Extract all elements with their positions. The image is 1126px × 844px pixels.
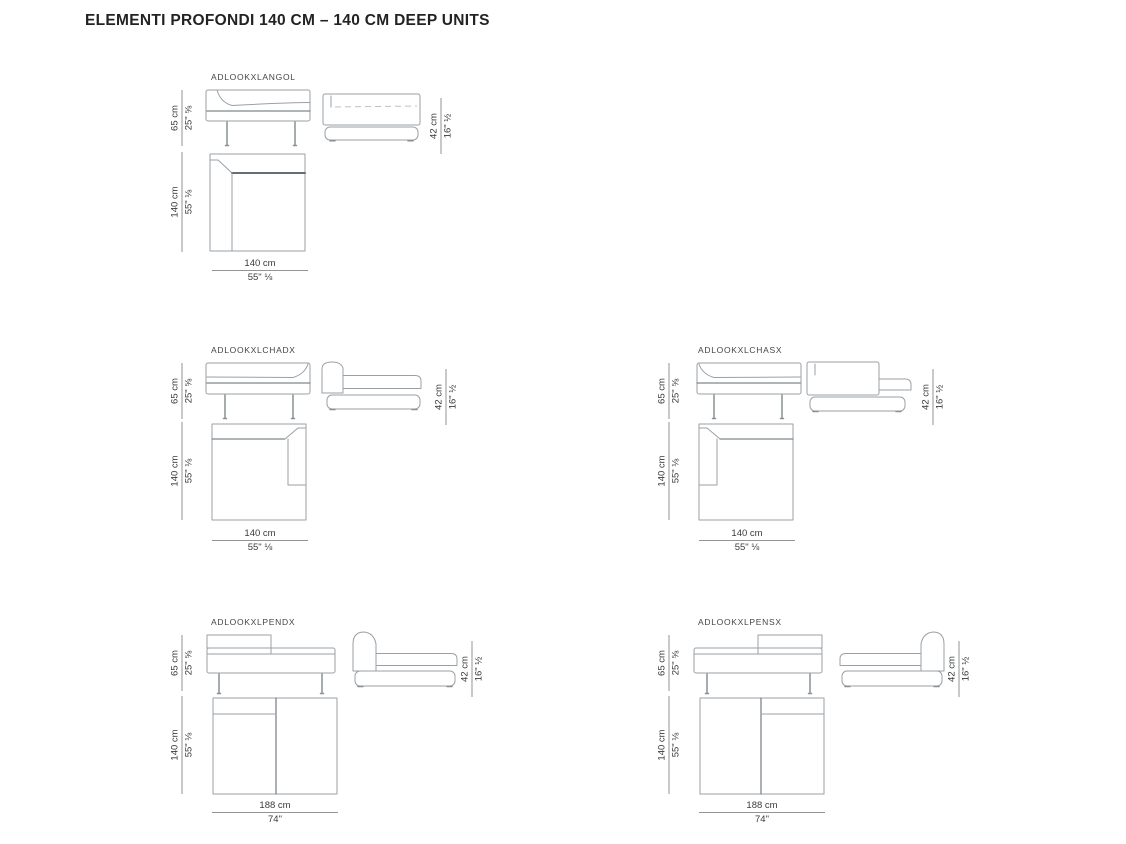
- width-dimension: [699, 800, 825, 825]
- seat-height-dimension: [945, 641, 973, 697]
- dimension-line: [669, 363, 670, 419]
- dimension-inch-label: 16" ½: [447, 384, 459, 410]
- dimension-cm-label: 188 cm: [746, 800, 778, 811]
- front-view-drawing: [205, 361, 315, 423]
- dimension-inch-label: 55" ⅛: [247, 542, 273, 553]
- depth-dimension: [655, 422, 683, 520]
- dimension-line: [472, 641, 473, 697]
- width-dimension: [699, 528, 795, 553]
- dimension-line: [212, 812, 338, 813]
- depth-dimension: [168, 422, 196, 520]
- seat-height-dimension: [458, 641, 486, 697]
- dimension-cm-label: 42 cm: [433, 384, 445, 410]
- dimension-inch-label: 16" ½: [442, 113, 454, 139]
- depth-dimension: [655, 696, 683, 794]
- dimension-inch-label: 55" ⅛: [183, 189, 195, 215]
- dimension-line: [182, 90, 183, 146]
- dimension-line: [182, 635, 183, 691]
- width-dimension: [212, 528, 308, 553]
- dimension-line: [182, 152, 183, 252]
- dimension-inch-label: 55" ⅛: [670, 458, 682, 484]
- plan-view-drawing: [212, 697, 338, 795]
- seat-height-dimension: [919, 369, 947, 425]
- dimension-cm-label: 140 cm: [169, 729, 181, 761]
- plan-view-drawing: [209, 153, 307, 253]
- dimension-inch-label: 55" ⅛: [183, 732, 195, 758]
- dimension-cm-label: 65 cm: [169, 650, 181, 676]
- dimension-cm-label: 65 cm: [656, 650, 668, 676]
- dimension-inch-label: 74": [755, 814, 769, 825]
- seat-height-dimension: [427, 98, 455, 154]
- dimension-cm-label: 65 cm: [169, 378, 181, 404]
- dimension-line: [182, 422, 183, 520]
- dimension-inch-label: 55" ⅛: [670, 732, 682, 758]
- dimension-line: [933, 369, 934, 425]
- dimension-line: [212, 270, 308, 271]
- dimension-cm-label: 188 cm: [259, 800, 291, 811]
- product-code: ADLOOKXLCHASX: [698, 345, 783, 355]
- dimension-line: [446, 369, 447, 425]
- dimension-inch-label: 16" ½: [960, 656, 972, 682]
- product-code: ADLOOKXLCHADX: [211, 345, 296, 355]
- dimension-inch-label: 25" ⅝: [183, 105, 195, 131]
- dimension-line: [669, 635, 670, 691]
- dimension-cm-label: 42 cm: [946, 656, 958, 682]
- dimension-line: [699, 540, 795, 541]
- plan-view-drawing: [698, 423, 794, 521]
- height-dimension: [168, 363, 196, 419]
- dimension-inch-label: 55" ⅛: [734, 542, 760, 553]
- dimension-inch-label: 55" ⅛: [183, 458, 195, 484]
- depth-dimension: [168, 152, 196, 252]
- dimension-cm-label: 140 cm: [656, 729, 668, 761]
- dimension-line: [182, 363, 183, 419]
- dimension-cm-label: 65 cm: [656, 378, 668, 404]
- depth-dimension: [168, 696, 196, 794]
- side-view-drawing: [805, 359, 917, 421]
- dimension-inch-label: 25" ⅝: [183, 650, 195, 676]
- dimension-cm-label: 140 cm: [244, 528, 276, 539]
- dimension-line: [669, 422, 670, 520]
- front-view-drawing: [692, 633, 824, 695]
- width-dimension: [212, 258, 308, 283]
- dimension-line: [441, 98, 442, 154]
- dimension-line: [669, 696, 670, 794]
- side-view-drawing: [322, 92, 424, 144]
- side-view-drawing: [318, 359, 430, 421]
- dimension-cm-label: 140 cm: [244, 258, 276, 269]
- dimension-cm-label: 42 cm: [428, 113, 440, 139]
- product-code: ADLOOKXLPENDX: [211, 617, 296, 627]
- page-title: ELEMENTI PROFONDI 140 CM – 140 CM DEEP UNITS: [85, 12, 490, 29]
- height-dimension: [655, 635, 683, 691]
- plan-view-drawing: [211, 423, 307, 521]
- seat-height-dimension: [432, 369, 460, 425]
- front-view-drawing: [692, 361, 802, 423]
- side-view-drawing: [834, 629, 950, 693]
- dimension-inch-label: 25" ⅝: [183, 378, 195, 404]
- product-code: ADLOOKXLPENSX: [698, 617, 782, 627]
- dimension-line: [699, 812, 825, 813]
- dimension-inch-label: 25" ⅝: [670, 378, 682, 404]
- dimension-line: [959, 641, 960, 697]
- dimension-cm-label: 42 cm: [459, 656, 471, 682]
- dimension-cm-label: 42 cm: [920, 384, 932, 410]
- dimension-line: [212, 540, 308, 541]
- dimension-cm-label: 65 cm: [169, 105, 181, 131]
- height-dimension: [655, 363, 683, 419]
- height-dimension: [168, 90, 196, 146]
- dimension-cm-label: 140 cm: [169, 455, 181, 487]
- plan-view-drawing: [699, 697, 825, 795]
- dimension-inch-label: 74": [268, 814, 282, 825]
- height-dimension: [168, 635, 196, 691]
- side-view-drawing: [347, 629, 463, 693]
- dimension-cm-label: 140 cm: [656, 455, 668, 487]
- dimension-inch-label: 55" ⅛: [247, 272, 273, 283]
- dimension-cm-label: 140 cm: [169, 186, 181, 218]
- dimension-inch-label: 16" ½: [934, 384, 946, 410]
- product-code: ADLOOKXLANGOL: [211, 72, 296, 82]
- width-dimension: [212, 800, 338, 825]
- dimension-inch-label: 16" ½: [473, 656, 485, 682]
- dimension-line: [182, 696, 183, 794]
- front-view-drawing: [205, 633, 337, 695]
- dimension-inch-label: 25" ⅝: [670, 650, 682, 676]
- front-view-drawing: [205, 88, 315, 150]
- dimension-cm-label: 140 cm: [731, 528, 763, 539]
